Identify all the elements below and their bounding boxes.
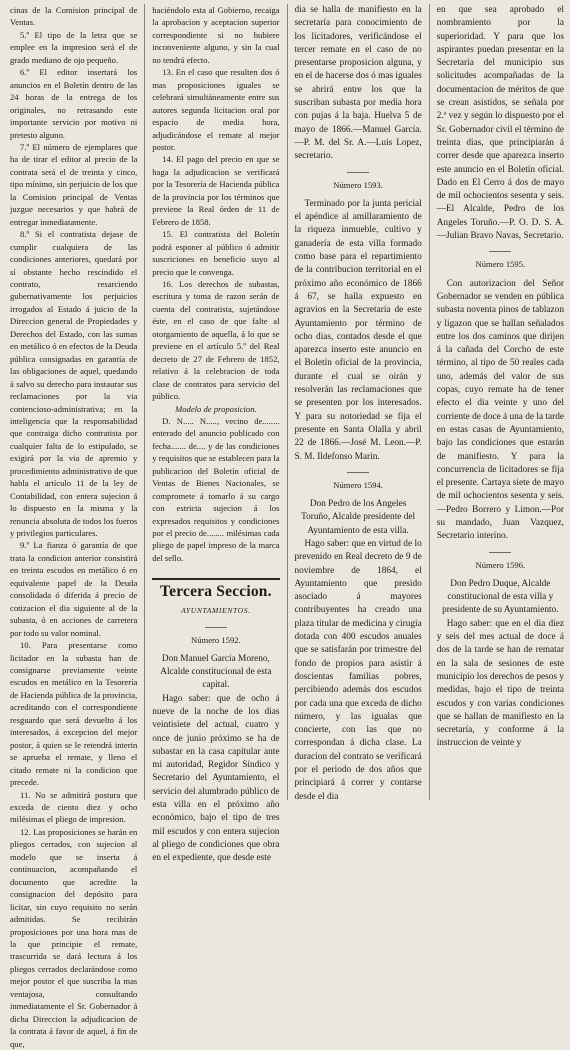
notice-heading: Don Manuel García Moreno, Alcalde constitucional de esta capital. <box>160 653 272 691</box>
paragraph: 12. Las proposiciones se harán en pliegos cerrados, con sujecion al modelo que se inserta á continuacion, acompañando el documento que acredite la consignacion del depósito para licitar, sin cuyo requisito no serán admitidas. Se recibirán proposiciones por una hora mas de la que principie el remate, trascurrida se dará lectura á los pliegos cerrados declarándose como mejor postor el que suscriba la mas ventajosa, consultando inmediatamente el Sr. Gobernador á dicha Direccion la adjudicacion de la contrata á favor de aquel, á fin de que, <box>10 826 138 1049</box>
column-4 <box>437 4 564 800</box>
paragraph: 14. El pago del precio en que se haga la adjudicacion se verificará por la Tesorería de Hacienda pública de la provincia por los términos que previene la Real órden de 11 de Febrero de 1858. <box>152 154 280 227</box>
paragraph: 10. Para presentarse como licitador en la subasta han de consignarse previamente veinte escudos en metálico en la Tesorería de Hacienda pública de la provincia, acreditando con el correspondiente resguardo que será devuelto á los interesados, á excepcion del mejor postor, á quien se le retendrá interin se aprueba el remate, y lleno el citado remate ni la condicion que precede. <box>10 640 138 788</box>
column-1 <box>10 4 138 1049</box>
paragraph: Con autorizacion del Señor Gobernador se venden en pública subasta noventa pinos de tablazon y ligazon que se hallan señalados entre los dos caminos que dirijen á la cañada del Corcho de este término, al tipo de 50 reales cada uno, además del valor de sus copas, cuyo remate ha de tener efecto el dia veinte y uno del corriente de doce á una de la tarde en estas casas de Ayuntamiento, bajo las condiciones que estarán de manifiesto. Y para la concurrencia de licitadores se fija el presente. Cartaya siete de mayo de mil ochocientos sesenta y seis.—Pedro Borrero y Limon.—Por su mandado, Juan Vazquez, Secretario interino. <box>436 278 564 542</box>
column-3 <box>294 4 421 800</box>
notice-heading: Don Pedro de los Angeles Toruño, Alcalde presidente del Ayuntamiento de esta villa. <box>301 499 416 536</box>
paragraph: 8.º Si el contratista dejase de cumplir cualquiera de las condiciones anteriores, quedará por sí obstante hecho rescindido el contrato, resarciendo gubernativamente los perjuicios irrogados al Estado á juicio de la Direccion general de Propiedades y Derechos del Estado, con las sumas en metálico ó en efectos de la Deuda pública consignadas en garantía de las obligaciones de aquel, quedando á salvo su derecho para instaurar sus reclamaciones por la via contencioso-administrativa; en la inteligencia que la responsabilidad que contraiga dicho contratista por cualquier falta de lo estipulado, se exigirá por la via de apremio y procedimiento administrativo de que habla el artículo 11 de la ley de Contabilidad, con entera sujecion á lo dispuesto en la misma y la renuncia absoluta de todos los fueros y privilegios particulares. <box>10 229 138 539</box>
notice-heading: Don Pedro Duque, Alcalde constitucional de esta villa y presidente de su Ayuntamiento. <box>442 578 559 616</box>
paragraph: cinas de la Comision principal de Ventas. <box>10 5 138 28</box>
column-divider <box>144 4 145 800</box>
paragraph: 16. Los derechos de subastas, escritura y toma de razon serán de cuenta del contratista, sujetándose éste, en el caso de que falte al otorgamiento de aquella, á lo que se previene en el artículo 5.º del Real decreto de 27 de Febrero de 1852, relativo á la celebracion de toda clase de contratos para servicio del público. <box>152 278 280 402</box>
paragraph: 5.º El tipo de la letra que se emplee en la impresion será el de grado mediano de ojo pequeño. <box>10 29 138 65</box>
section-title: Tercera Seccion. <box>152 578 279 598</box>
paragraph: 13. En el caso que resulten dos ó mas proposiciones iguales se celebrará simultáneamente entre sus autores segunda licitacion oral por espacio de media hora, adjudicándose el remate al mejor postor. <box>152 67 280 152</box>
model-title: Modelo de proposicion. <box>175 403 257 414</box>
column-divider <box>287 4 288 800</box>
paragraph: Hago saber: que en el dia diez y seis del mes actual de doce á dos de la tarde se han de rematar en la sala de sesiones de este municipio los derechos de pesos y medidas, bajo el tipo de treinta escudos y con varias condiciones que se hallan de manifiesto en la secretaría, y conforme á la instruccion de veinte y <box>436 618 564 749</box>
model-text: D. N..... N....., vecino de........ enterado del anuncio publicado con fecha....... de.... y de las condiciones y requisitos que se establecen para la publicacion del Boletín oficial de Ventas de Bienes Nacionales, se compromete á tomarlo á su cargo con estricta sujecion á los expresados requisitos y condiciones por el precio de........ milésimas cada pliego de papel impreso de la marca del sello. <box>152 415 280 563</box>
notice-number: Número 1594. <box>294 472 421 492</box>
columns <box>10 4 564 1049</box>
paragraph: Terminado por la junta pericial el apéndice al amillaramiento de la riqueza inmueble, cultivo y ganadería de esta villa formado como base para el repartimiento de la contribucion territorial en el próximo año económico de 1866 á 67, se halla expuesto en agravios en la Secretaría de este Ayuntamiento por término de ocho dias, contados desde el que aparezca inserto este anuncio en el Boletín oficial de la provincia, durante el cual se oirán y resolverán las reclamaciones que se presenten por los interesados. Y para su notoriedad se fija el presente en Santa Olalla y abril 22 de 1866.—José M. Leon.—P. S. M. Ildefonso Marin. <box>294 198 422 462</box>
column-divider <box>429 4 430 800</box>
notice-number: Número 1595. <box>437 251 564 271</box>
paragraph: haciéndolo esta al Gobierno, recaiga la aprobacion y aceptacion superior correspondiente si no hubiere inconveniente alguno, y sin la cual no tendrá efecto. <box>152 5 280 65</box>
notice-number: Número 1596. <box>437 552 564 572</box>
paragraph: 6.º El editor insertará los anuncios en el Boletín dentro de las 24 horas de la entrega de los originales, no retrasando este importante servicio por motivo ni pretesto alguno. <box>10 67 138 140</box>
paragraph: dia se halla de manifiesto en la secretaría para conocimiento de los licitadores, verificándose el tercer remate en el caso de no presentarse proposicion alguna, y en el de hacerse dos ó mas iguales se abrirá entre los que la suscriban subasta por media hora con pujas á la baja. Huelva 5 de mayo de 1866.—Manuel García.—P. M. del Sr. A.—Luis Lopez, secretario. <box>294 5 422 162</box>
paragraph: 7.º El número de ejemplares que ha de tirar el editor al precio de la contrata será el de treinta y cinco, tipo mínimo, sin perjuicio de los que la Comision principal de Ventas juzgue necesarios y que habrá de entregar inmediatamente. <box>10 141 138 227</box>
paragraph: 15. El contratista del Boletín podrá esponer al público ó admitir suscriciones en beneficio suyo al precio que le convenga. <box>152 229 280 277</box>
column-2 <box>152 4 280 864</box>
notice-number: Número 1592. <box>152 627 279 646</box>
paragraph: Hago saber: que de ocho á nueve de la noche de los dias veintisiete del actual, cuatro y once de junio próximo se ha de subastar en la casa capitular ante mi autoridad, Regidor Síndico y Secretario del Ayuntamiento, el servicio del alumbrado público de esta villa en el próximo año económico, bajo el tipo de tres mil escudos y con entera sujecion al pliego de condiciones que obra en el expediente, que desde este <box>152 693 280 864</box>
paragraph: en que sea aprobado el nombramiento por la superioridad. Y para que los aspirantes puedan presentar en la Secretaría del municipio sus solicitudes acompañadas de la documentacion de méritos de que se crean asistidos, se señala por 2.ª vez y según lo dispuesto por el Sr. Gobernador civil el término de treinta dias, que principiarán á correr desde que aparezca inserto este anuncio en el Boletín oficial. Dado en El Cerro á dos de mayo de mil ochocientos sesenta y seis. —El Alcalde, Pedro de los Angeles Toruño.—P. O. D. S. A.—Julian Bravo Navas, Secretario. <box>436 5 564 242</box>
notice-number: Número 1593. <box>294 172 421 192</box>
paragraph: 11. No se admitirá postura que exceda de ciento diez y ocho milésimas el pliego de impresion. <box>10 789 138 825</box>
paragraph: Hago saber: que en virtud de lo prevenido en Real decreto de 9 de noviembre de 1864, el Ayuntamiento que presido asociado á mayores contribuyentes ha creado una plaza titular de medicina y cirugía dotada con 400 escudos anuales que se satisfarán por trimestre del fondo de propios para asistir á doscientas familias pobres, percibiendo además dos escudos por cada una que exceda de dicho número, y las igualas que concierte, con las que no correspondan á dicha clase. La duracion del contrato se verificará por el periodo de dos años que principiará á correr y contarse desde el dia <box>294 538 422 802</box>
section-subtitle: AYUNTAMIENTOS. <box>181 605 251 615</box>
paragraph: 9.º La fianza ó garantía de que trata la condicion anterior consistirá en treinta escudos en metálico ó en equivalente papel de la Deuda consolidada ó diferida á precio de cotizacion el dia siguiente al de la subasta, ó en acciones de carretera por todo su valor nominal. <box>10 540 138 638</box>
